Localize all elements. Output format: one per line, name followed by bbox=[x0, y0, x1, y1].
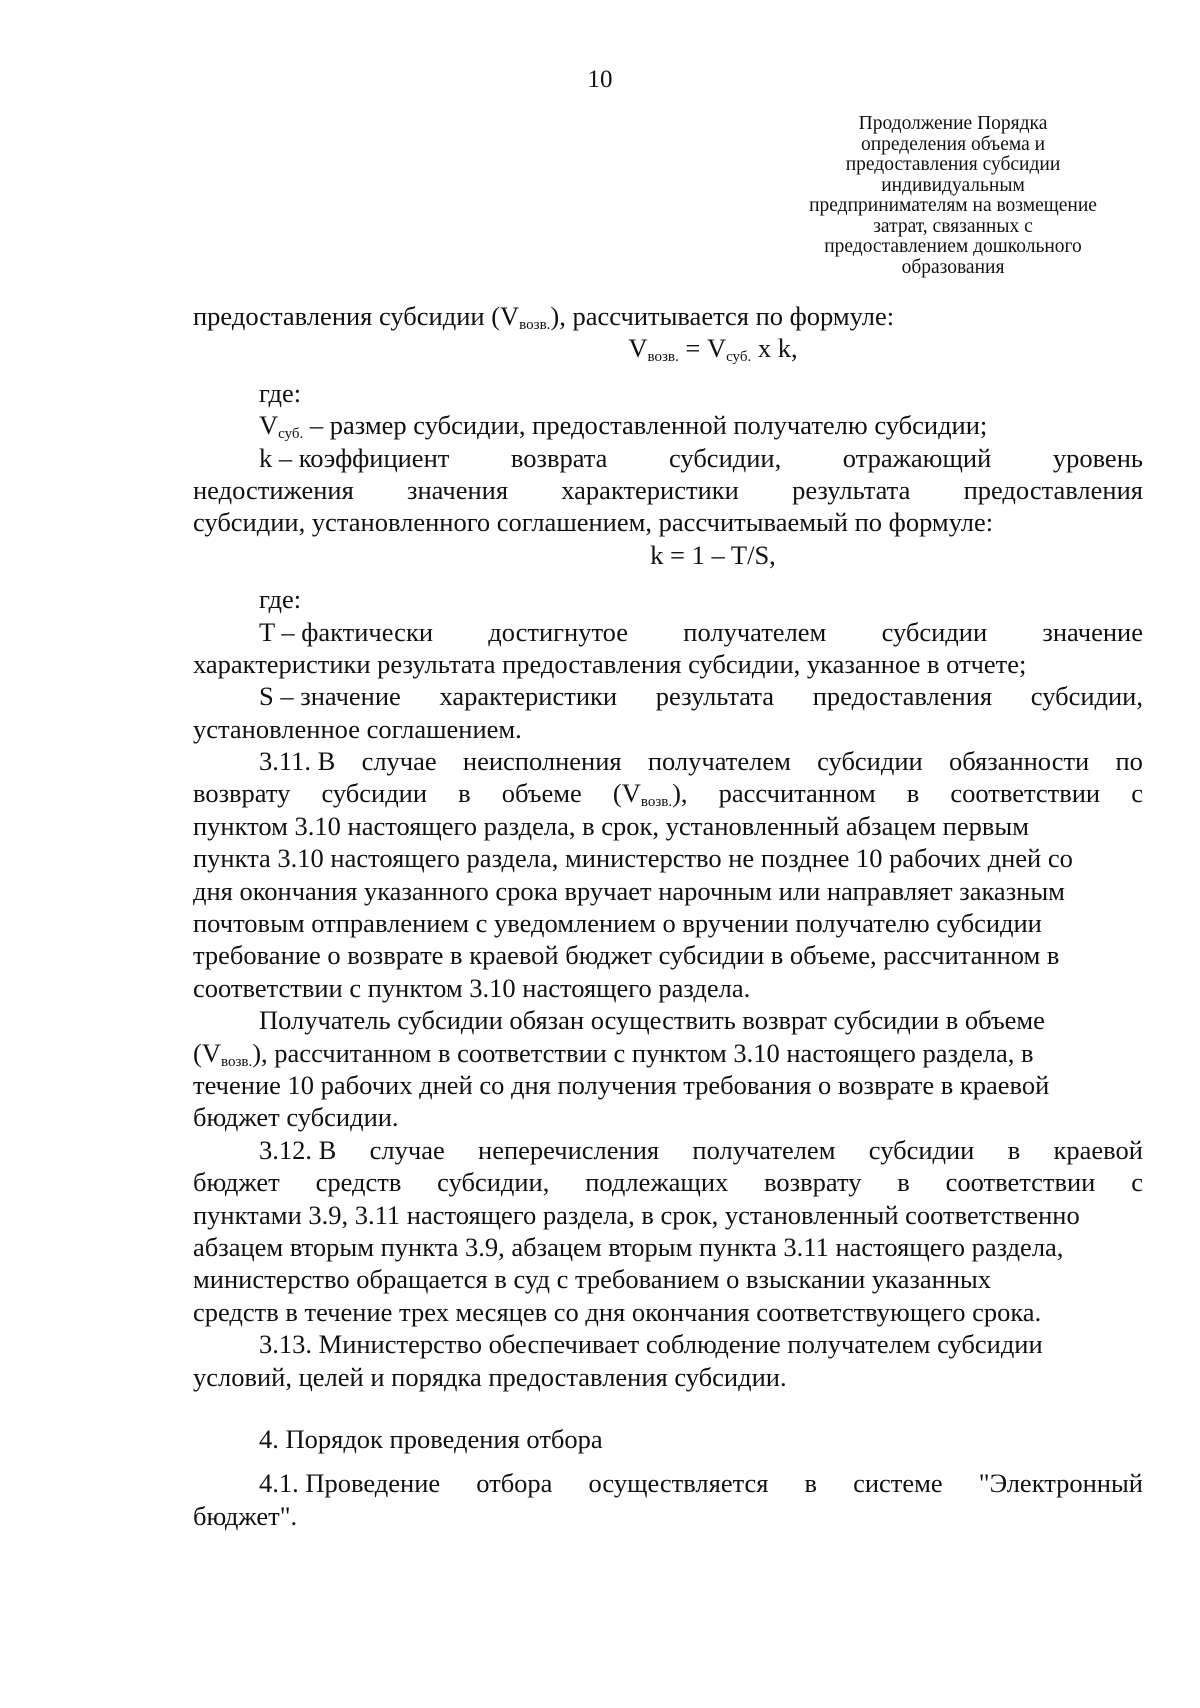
word: возврату bbox=[193, 778, 291, 809]
t-definition-line bbox=[193, 616, 1143, 648]
word: получателем bbox=[692, 1134, 836, 1165]
word: в bbox=[906, 778, 920, 809]
word: осуществляется bbox=[588, 1468, 769, 1499]
spacer bbox=[193, 1455, 1143, 1467]
word: неисполнения bbox=[462, 746, 622, 777]
word: k – коэффициент bbox=[259, 442, 450, 473]
header-line: индивидуальным bbox=[881, 174, 1025, 196]
header-line: предпринимателям на возмещение bbox=[809, 195, 1097, 216]
word: уровень bbox=[1052, 442, 1143, 473]
word: S – значение bbox=[259, 681, 401, 712]
word: субсидии, bbox=[669, 442, 782, 473]
paragraph-3-11-line bbox=[193, 777, 1143, 809]
word: бюджет bbox=[193, 1167, 280, 1198]
word: предоставления bbox=[963, 474, 1143, 505]
text-fragment: – размер субсидии, предоставленной получателю субсидии; bbox=[303, 410, 988, 441]
header-line: предоставлением дошкольного bbox=[824, 236, 1082, 257]
word: недостижения bbox=[193, 474, 354, 505]
recipient-paragraph-line: бюджет субсидии. bbox=[193, 1102, 399, 1133]
word: субсидии bbox=[881, 616, 988, 647]
intro-line bbox=[193, 300, 1143, 332]
subscript: возв. bbox=[220, 1053, 253, 1070]
spacer bbox=[193, 1393, 1143, 1423]
recipient-paragraph-line bbox=[193, 1037, 1143, 1069]
recipient-paragraph-line: Получатель субсидии обязан осуществить возврат субсидии в объеме bbox=[259, 1005, 1045, 1036]
paragraph-3-11-line: требование о возврате в краевой бюджет субсидии в объеме, рассчитанном в bbox=[193, 940, 1060, 971]
section-4-heading: 4. Порядок проведения отбора bbox=[259, 1423, 603, 1454]
paragraph-3-11-line: соответствии с пунктом 3.10 настоящего раздела. bbox=[193, 972, 751, 1003]
word: системе bbox=[853, 1468, 943, 1499]
recipient-paragraph-line: течение 10 рабочих дней со дня получения требования о возврате в краевой bbox=[193, 1069, 1050, 1100]
word: предоставления bbox=[812, 681, 993, 712]
s-definition-line: установленное соглашением. bbox=[193, 713, 522, 744]
paragraph-3-12-line: средств в течение трех месяцев со дня окончания соответствующего срока. bbox=[193, 1296, 1042, 1327]
word: в bbox=[458, 778, 471, 809]
text-fragment: ), bbox=[672, 778, 688, 809]
subscript: возв. bbox=[640, 794, 673, 811]
paragraph-3-11-line: дня окончания указанного срока вручает нарочным или направляет заказным bbox=[193, 875, 1065, 906]
paragraph-3-12-line: министерство обращается в суд с требованием о взыскании указанных bbox=[193, 1264, 992, 1295]
word: характеристики bbox=[561, 474, 739, 505]
word: T – фактически bbox=[259, 616, 433, 647]
header-line: образования bbox=[901, 256, 1005, 278]
text-fragment: V bbox=[259, 410, 279, 441]
k-definition-line bbox=[193, 474, 1143, 506]
word bbox=[613, 777, 688, 809]
header-line: предоставления субсидии bbox=[845, 154, 1061, 175]
paragraph-3-12-line bbox=[193, 1166, 1143, 1198]
subscript: суб. bbox=[726, 349, 752, 366]
word: подлежащих bbox=[585, 1167, 729, 1198]
word: субсидии bbox=[817, 746, 923, 777]
paragraph-3-11-line: почтовым отправлением с уведомлением о вручении получателю субсидии bbox=[193, 908, 1042, 939]
paragraph-3-12-line bbox=[193, 1134, 1143, 1166]
paragraph-3-13-line: условий, целей и порядка предоставления субсидии. bbox=[193, 1361, 787, 1392]
word: "Электронный bbox=[978, 1468, 1143, 1499]
spacer bbox=[193, 365, 1143, 377]
word: отбора bbox=[476, 1468, 553, 1499]
paragraph-3-11-line: пунктом 3.10 настоящего раздела, в срок, установленный абзацем первым bbox=[193, 810, 1029, 841]
vsub-definition bbox=[193, 409, 1143, 441]
header-block bbox=[758, 114, 1148, 278]
t-definition-line: характеристики результата предоставления субсидии, указанное в отчете; bbox=[193, 648, 1027, 679]
word: средств bbox=[315, 1167, 402, 1198]
subscript: возв. bbox=[647, 349, 679, 366]
word: по bbox=[1115, 746, 1143, 777]
word: в bbox=[897, 1167, 910, 1198]
word: получателем bbox=[647, 746, 791, 777]
paragraph-4-1-line bbox=[193, 1467, 1143, 1499]
spacer bbox=[193, 571, 1143, 583]
text-fragment: ), рассчитывается по формуле: bbox=[550, 301, 895, 331]
word: возврата bbox=[510, 442, 608, 473]
s-definition-line bbox=[193, 680, 1143, 712]
header-line: Продолжение Порядка bbox=[858, 113, 1048, 134]
subscript: возв. bbox=[519, 317, 551, 333]
word: краевой bbox=[1053, 1134, 1143, 1165]
paragraph-3-11-line bbox=[193, 745, 1143, 777]
header-line: определения объема и bbox=[860, 133, 1046, 155]
header-line: затрат, связанных с bbox=[873, 215, 1033, 237]
word: субсидии bbox=[868, 1134, 975, 1165]
paragraph-3-12-line: пунктами 3.9, 3.11 настоящего раздела, в срок, установленный соответственно bbox=[193, 1199, 1080, 1230]
subscript: суб. bbox=[278, 426, 304, 443]
word: соответствии bbox=[945, 1167, 1096, 1198]
text-fragment: (V bbox=[193, 1037, 221, 1068]
where-label: где: bbox=[259, 377, 302, 408]
text-fragment: (V bbox=[612, 778, 641, 809]
word: результата bbox=[792, 474, 911, 505]
formula-k: k = 1 – T/S, bbox=[650, 539, 776, 570]
text-fragment: V bbox=[628, 333, 648, 364]
word: неперечисления bbox=[478, 1134, 660, 1165]
text-fragment: предоставления субсидии (V bbox=[193, 301, 520, 331]
text-fragment: = V bbox=[678, 333, 727, 364]
word: значения bbox=[407, 474, 509, 505]
paragraph-4-1-line: бюджет". bbox=[193, 1500, 298, 1531]
k-definition-line bbox=[193, 442, 1143, 474]
k-definition-line: субсидии, установленного соглашением, рассчитываемый по формуле: bbox=[193, 507, 994, 538]
word: 3.12. В bbox=[259, 1134, 337, 1165]
paragraph-3-11-line: пункта 3.10 настоящего раздела, министерство не позднее 10 рабочих дней со bbox=[193, 843, 1073, 874]
word: 4.1. Проведение bbox=[259, 1468, 441, 1499]
paragraph-3-12-line: абзацем вторым пункта 3.9, абзацем вторым пункта 3.11 настоящего раздела, bbox=[193, 1231, 1064, 1262]
word: возврату bbox=[764, 1167, 862, 1198]
word: с bbox=[1131, 778, 1143, 809]
word: результата bbox=[655, 681, 775, 712]
word: случае bbox=[361, 746, 437, 777]
word: в bbox=[1007, 1134, 1021, 1165]
body-text bbox=[193, 300, 1143, 1532]
paragraph-3-13-line: 3.13. Министерство обеспечивает соблюдение получателем субсидии bbox=[259, 1329, 1043, 1360]
page-number: 10 bbox=[587, 66, 613, 93]
word: рассчитанном bbox=[718, 778, 876, 809]
word: получателем bbox=[683, 616, 827, 647]
where-label: где: bbox=[259, 584, 302, 615]
word: 3.11. В bbox=[259, 746, 336, 777]
word: в bbox=[804, 1468, 818, 1499]
word: субсидии bbox=[321, 778, 428, 809]
word: обязанности bbox=[948, 746, 1090, 777]
word: с bbox=[1131, 1167, 1143, 1198]
word: достигнутое bbox=[488, 616, 629, 647]
text-fragment: x k, bbox=[751, 333, 798, 364]
word: характеристики bbox=[439, 681, 618, 712]
formula-vozv bbox=[193, 332, 1143, 364]
word: соответствии bbox=[950, 778, 1101, 809]
word: объеме bbox=[501, 778, 582, 809]
word: отражающий bbox=[842, 442, 992, 473]
text-fragment: ), рассчитанном в соответствии с пунктом 3.10 настоящего раздела, в bbox=[252, 1037, 1034, 1068]
word: случае bbox=[369, 1134, 445, 1165]
word: субсидии, bbox=[1030, 681, 1143, 712]
word: значение bbox=[1042, 616, 1143, 647]
word: субсидии, bbox=[437, 1167, 550, 1198]
